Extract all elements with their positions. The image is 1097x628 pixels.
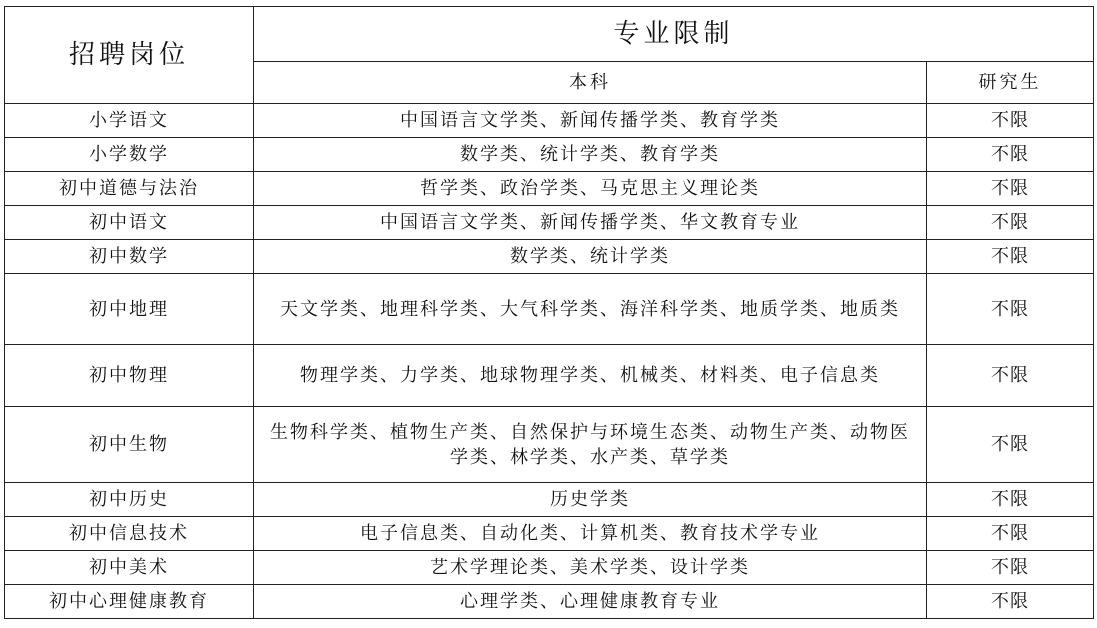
table-row — [5, 551, 1094, 585]
graduate-major-cell: 不限 — [927, 585, 1094, 619]
position-cell: 初中心理健康教育 — [5, 585, 254, 619]
header-restriction: 专业限制 — [254, 7, 1094, 62]
header-undergrad: 本科 — [254, 62, 927, 104]
position-cell: 小学语文 — [5, 104, 254, 138]
table-row — [5, 274, 1094, 345]
table-row — [5, 517, 1094, 551]
undergrad-major-cell: 电子信息类、自动化类、计算机类、教育技术学专业 — [254, 517, 927, 551]
undergrad-major-cell: 历史学类 — [254, 483, 927, 517]
undergrad-major-cell: 物理学类、力学类、地球物理学类、机械类、材料类、电子信息类 — [254, 345, 927, 407]
header-position: 招聘岗位 — [5, 7, 254, 104]
recruitment-table — [4, 6, 1094, 619]
table-row — [5, 345, 1094, 407]
position-cell: 初中地理 — [5, 274, 254, 345]
undergrad-major-cell: 天文学类、地理科学类、大气科学类、海洋科学类、地质学类、地质类 — [254, 274, 927, 345]
graduate-major-cell: 不限 — [927, 104, 1094, 138]
graduate-major-cell: 不限 — [927, 206, 1094, 240]
graduate-major-cell: 不限 — [927, 172, 1094, 206]
undergrad-major-cell: 艺术学理论类、美术学类、设计学类 — [254, 551, 927, 585]
position-cell: 初中语文 — [5, 206, 254, 240]
position-cell: 初中历史 — [5, 483, 254, 517]
table-row — [5, 138, 1094, 172]
position-cell: 初中信息技术 — [5, 517, 254, 551]
table-row — [5, 172, 1094, 206]
table-row — [5, 407, 1094, 483]
graduate-major-cell: 不限 — [927, 345, 1094, 407]
graduate-major-cell: 不限 — [927, 483, 1094, 517]
position-cell: 初中数学 — [5, 240, 254, 274]
table-row — [5, 104, 1094, 138]
undergrad-major-cell: 数学类、统计学类、教育学类 — [254, 138, 927, 172]
graduate-major-cell: 不限 — [927, 240, 1094, 274]
table-row — [5, 240, 1094, 274]
undergrad-major-cell: 中国语言文学类、新闻传播学类、教育学类 — [254, 104, 927, 138]
position-cell: 初中生物 — [5, 407, 254, 483]
graduate-major-cell: 不限 — [927, 517, 1094, 551]
position-cell: 初中道德与法治 — [5, 172, 254, 206]
undergrad-major-cell: 生物科学类、植物生产类、自然保护与环境生态类、动物生产类、动物医学类、林学类、水产类、草学类 — [254, 407, 927, 483]
graduate-major-cell: 不限 — [927, 407, 1094, 483]
table-row — [5, 483, 1094, 517]
header-graduate: 研究生 — [927, 62, 1094, 104]
undergrad-major-cell: 心理学类、心理健康教育专业 — [254, 585, 927, 619]
table-row — [5, 585, 1094, 619]
table-row — [5, 206, 1094, 240]
position-cell: 初中美术 — [5, 551, 254, 585]
graduate-major-cell: 不限 — [927, 138, 1094, 172]
graduate-major-cell: 不限 — [927, 551, 1094, 585]
position-cell: 初中物理 — [5, 345, 254, 407]
undergrad-major-cell: 哲学类、政治学类、马克思主义理论类 — [254, 172, 927, 206]
graduate-major-cell: 不限 — [927, 274, 1094, 345]
undergrad-major-cell: 数学类、统计学类 — [254, 240, 927, 274]
undergrad-major-cell: 中国语言文学类、新闻传播学类、华文教育专业 — [254, 206, 927, 240]
position-cell: 小学数学 — [5, 138, 254, 172]
